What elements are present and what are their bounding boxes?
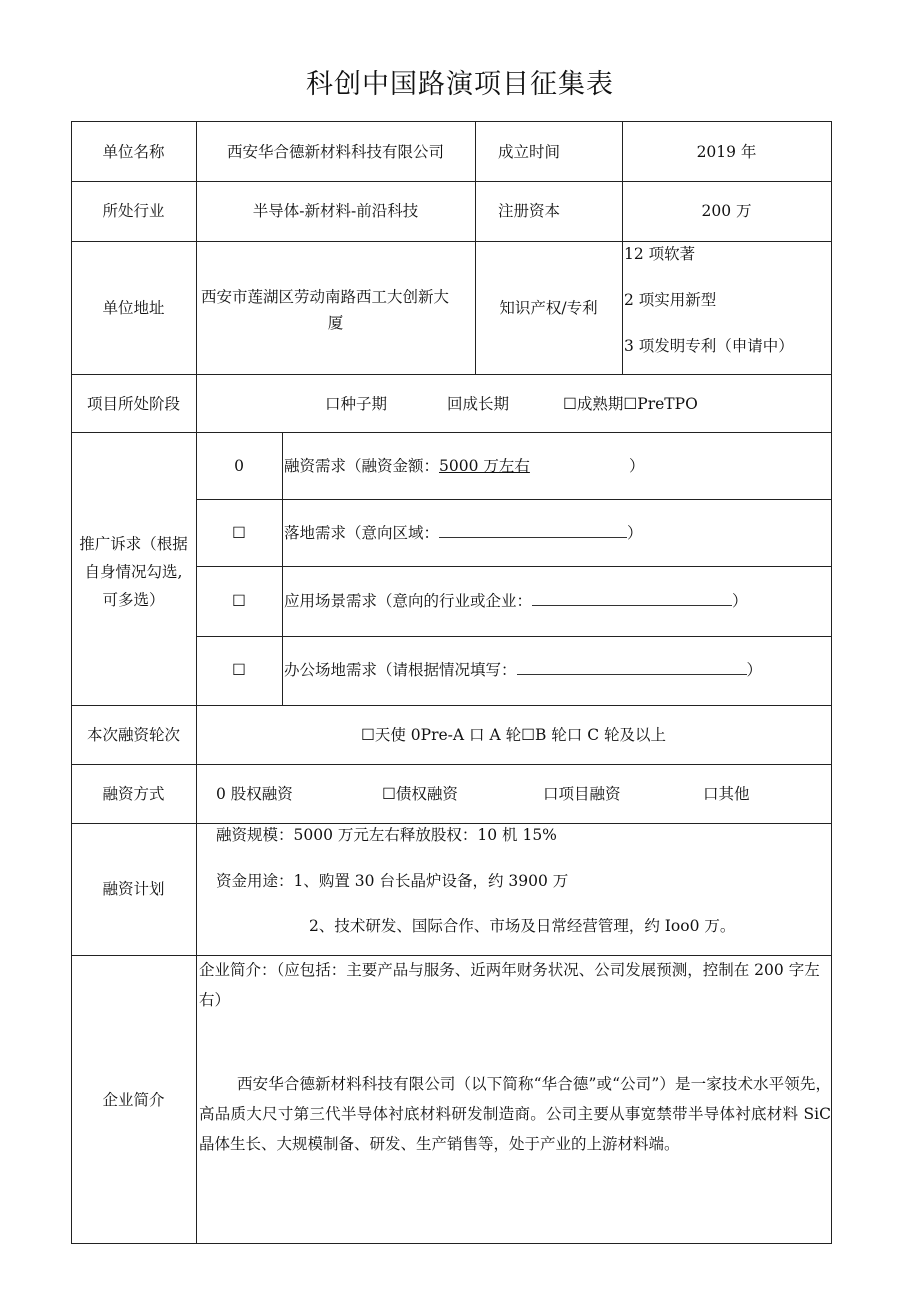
address-value-line1: 西安市莲湖区劳动南路西工大创新大 <box>201 288 450 306</box>
plan-scale: 融资规模：5000 万元左右释放股权：10 机 15% <box>216 826 557 844</box>
stage-option-seed[interactable]: 口种子期 <box>325 395 388 413</box>
industry-value: 半导体-新材料-前沿科技 <box>252 202 419 220</box>
ip-label: 知识产权/专利 <box>499 299 598 317</box>
promotion-check-landing[interactable]: ☐ <box>232 524 246 542</box>
round-label: 本次融资轮次 <box>86 726 180 744</box>
promotion-check-office[interactable]: ☐ <box>232 661 246 679</box>
founded-value: 2019 年 <box>696 143 757 161</box>
promotion-label-line3: 可多选） <box>102 591 165 609</box>
ip-item-1: 12 项软著 <box>624 245 696 263</box>
office-field[interactable] <box>517 660 747 675</box>
promotion-landing-suffix: ） <box>627 524 643 542</box>
founded-label: 成立时间 <box>497 143 560 161</box>
address-value-line2: 厦 <box>327 314 344 332</box>
address-label: 单位地址 <box>102 299 165 317</box>
capital-value: 200 万 <box>701 202 752 220</box>
unit-name-label: 单位名称 <box>102 143 165 161</box>
stage-option-growth[interactable]: 回成长期 <box>447 395 510 413</box>
scenario-field[interactable] <box>532 591 732 606</box>
method-label: 融资方式 <box>102 785 165 803</box>
ip-item-2: 2 项实用新型 <box>624 291 717 309</box>
promotion-scenario-suffix: ） <box>732 592 748 610</box>
ip-item-3: 3 项发明专利（申请中） <box>624 337 794 355</box>
promotion-office-suffix: ） <box>746 661 763 679</box>
promotion-scenario <box>284 591 748 611</box>
promotion-label-line2: 自身情况勾选, <box>84 563 183 581</box>
method-option-other[interactable]: 口其他 <box>703 785 750 803</box>
method-option-equity[interactable]: 0 股权融资 <box>216 785 293 803</box>
plan-usage: 资金用途：1、购置 30 台长晶炉设备，约 3900 万 <box>216 872 569 890</box>
promotion-scenario-prefix: 应用场景需求（意向的行业或企业： <box>284 592 533 610</box>
method-option-project[interactable]: 口项目融资 <box>543 785 621 803</box>
promotion-check-financing[interactable]: 0 <box>234 457 244 475</box>
intro-body: 西安华合德新材料科技有限公司（以下简称“华合德”或“公司”）是一家技术水平领先，高品质大尺寸第三代半导体衬底材料研发制造商。公司主要从事宽禁带半导体衬底材料 SiC 晶体生长、大规模制备、研发、生产销售等，处于产业的上游材料端。 <box>199 1075 831 1153</box>
stage-option-mature[interactable]: ☐成熟期☐PreTPO <box>563 395 698 413</box>
promotion-check-scenario[interactable]: ☐ <box>232 592 246 610</box>
method-option-debt[interactable]: ☐债权融资 <box>382 785 458 803</box>
unit-name-value: 西安华合德新材料科技有限公司 <box>226 143 444 161</box>
promotion-landing-prefix: 落地需求（意向区域： <box>284 524 440 542</box>
promotion-office <box>284 660 762 680</box>
promotion-landing <box>284 523 643 543</box>
intro-prompt: 企业简介：（应包括：主要产品与服务、近两年财务状况、公司发展预测，控制在 200 字左右） <box>199 961 820 1009</box>
capital-label: 注册资本 <box>497 202 560 220</box>
landing-region-field[interactable] <box>439 523 627 538</box>
promotion-financing <box>284 456 645 476</box>
round-options[interactable]: ☐天使 0Pre-A 口 A 轮☐B 轮口 C 轮及以上 <box>360 726 667 744</box>
page-title: 科创中国路演项目征集表 <box>306 69 614 100</box>
intro-label: 企业简介 <box>102 1091 165 1109</box>
promotion-label-line1: 推广诉求（根据 <box>79 535 188 553</box>
promotion-financing-prefix: 融资需求（融资金额： <box>284 457 440 475</box>
stage-label: 项目所处阶段 <box>86 395 180 413</box>
plan-usage-2: 2、技术研发、国际合作、市场及日常经营管理，约 Ioo0 万。 <box>309 917 736 935</box>
plan-label: 融资计划 <box>102 880 165 898</box>
industry-label: 所处行业 <box>102 202 165 220</box>
promotion-financing-suffix: ） <box>629 457 645 475</box>
promotion-office-prefix: 办公场地需求（请根据情况填写： <box>284 661 517 679</box>
financing-amount[interactable]: 5000 万左右 <box>439 457 530 475</box>
